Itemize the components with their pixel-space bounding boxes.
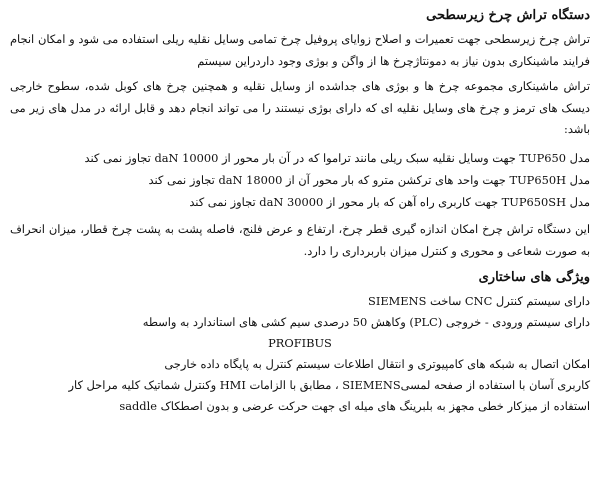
document-title: دستگاه تراش چرخ زیرسطحی — [426, 8, 590, 23]
feature-saddle: استفاده از میزکار خطی مجهز به بلبرینگ های میله ای جهت حرکت عرضی و بدون اصطکاک saddle — [119, 399, 590, 414]
model-tup650: مدل TUP650 جهت وسایل نقلیه سبک ریلی مانند تراموا که در آن بار محور از daN 10000 تجاوز نمی کند — [84, 150, 590, 165]
model-tup650sh: مدل TUP650SH جهت کاربری راه آهن که بار محور از daN 30000 تجاوز نمی کند — [189, 194, 590, 209]
model-tup650h: مدل TUP650H جهت واحد های ترکشن مترو که بار محور آن از daN 18000 تجاوز نمی کند — [148, 172, 590, 187]
features-title: ویژگی های ساختاری — [478, 270, 590, 286]
feature-plc — [10, 312, 590, 354]
feature-touchscreen: کاربری آسان با استفاده از صفحه لمسیSIEMENS ، مطابق با الزامات HMI وکنترل شماتیک کلیه مراحل کار — [68, 378, 590, 393]
feature-network: امکان اتصال به شبکه های کامپیوتری و انتقال اطلاعات سیستم کنترل به پایگاه داده خارجی — [164, 357, 590, 372]
feature-plc-text: دارای سیستم ورودی - خروجی (PLC) وکاهش 50 درصدی سیم کشی های استاندارد به واسطه — [142, 315, 590, 330]
feature-plc-profibus: PROFIBUS — [268, 336, 332, 351]
intro-paragraph-2: تراش ماشینکاری مجموعه چرخ ها و بوژی های جداشده از وسایل نقلیه و همچنین چرخ های کوبل شده، سطوح خارجی دیسک های ترمز و چرخ های وسایل نقلیه ای که دارای بوژی نیستند را می تواند انجام دهد و قابل ارائه در مدل های زیر می باشد: — [10, 79, 590, 137]
features-list — [10, 291, 590, 417]
model-list — [10, 147, 590, 213]
measurement-paragraph: این دستگاه تراش چرخ امکان اندازه گیری قطر چرخ، ارتفاع و عرض فلنج، فاصله پشت به پشت چرخ قطار، میزان انحراف به صورت شعاعی و محوری و کنترل میزان باربرداری را دارد. — [10, 221, 590, 258]
feature-cnc: دارای سیستم کنترل CNC ساخت SIEMENS — [368, 294, 590, 309]
intro-paragraph-1: تراش چرخ زیرسطحی جهت تعمیرات و اصلاح زوایای پروفیل چرخ تمامی وسایل نقلیه ریلی استفاده می شود و امکان انجام فرایند ماشینکاری بدون نیاز به دمونتاژچرخ ها از واگن و بوژی وجود داردراین سیستم — [10, 32, 590, 68]
